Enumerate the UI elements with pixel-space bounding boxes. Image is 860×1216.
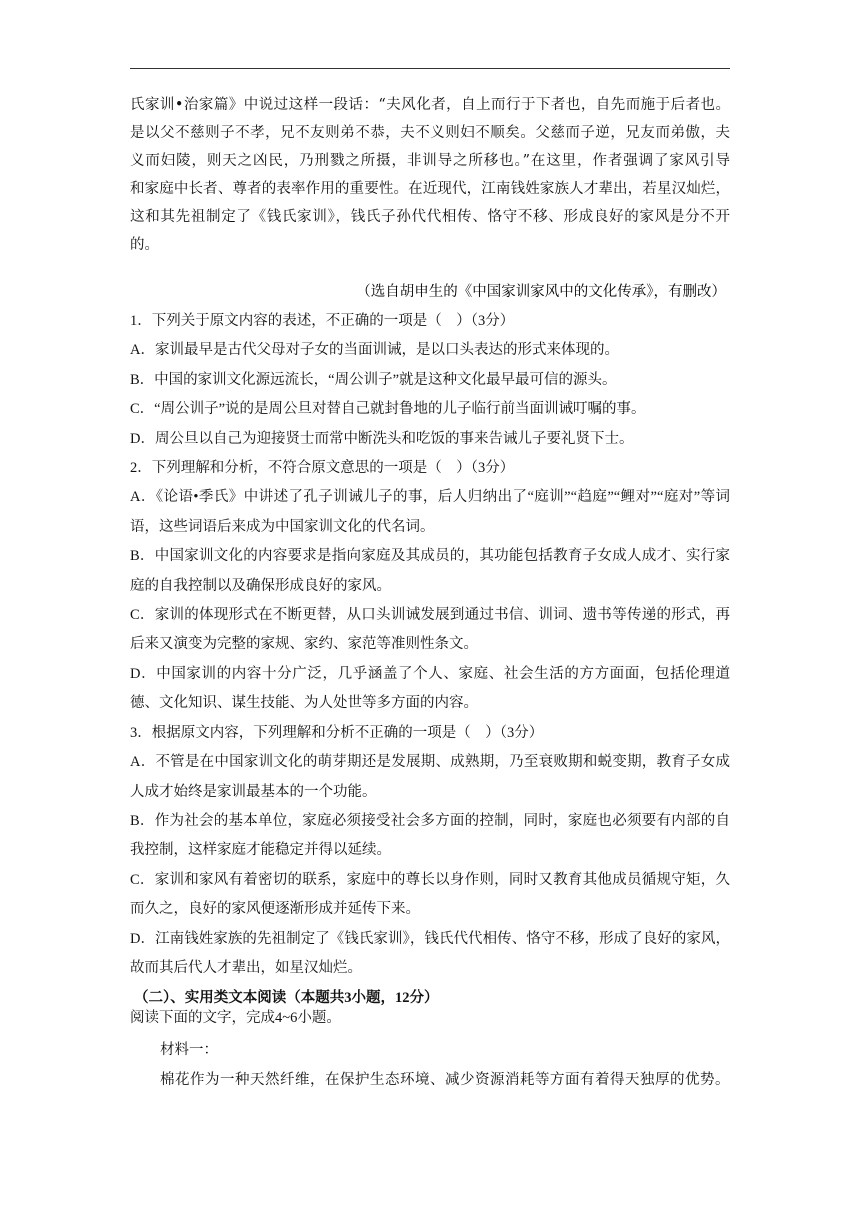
- header-rule: [130, 68, 730, 69]
- question-3-option-b: B．作为社会的基本单位，家庭必须接受社会多方面的控制，同时，家庭也必须要有内部的自我控制，这样家庭才能稳定并得以延续。: [130, 812, 730, 859]
- question-1-option-a: A．家训最早是古代父母对子女的当面训诫，是以口头表达的形式来体现的。: [130, 342, 619, 359]
- passage-line: 是以父不慈则子不孝，兄不友则弟不恭，夫不义则妇不顺矣。父慈而子逆，兄友而弟傲，夫: [130, 125, 730, 141]
- question-1-option-d: D．周公旦以自己为迎接贤士而常中断洗头和吃饭的事来告诫儿子要礼贤下士。: [130, 430, 634, 447]
- question-3-option-d: D．江南钱姓家族的先祖制定了《钱氏家训》，钱氏代代相传、恪守不移，形成了良好的家风，故而其后代人才辈出，如星汉灿烂。: [130, 930, 730, 976]
- question-2-option-a: A．《论语•季氏》中讲述了孔子训诫儿子的事，后人归纳出了“庭训”“趋庭”“鲤对”“庭对”等词语，这些词语后来成为中国家训文化的代名词。: [130, 489, 730, 535]
- passage-line: 氏家训•治家篇》中说过这样一段话：“夫风化者，自上而行于下者也，自先而施于后者也。: [130, 97, 730, 113]
- section-instruction: 阅读下面的文字，完成4~6小题。: [130, 1010, 341, 1026]
- section-heading: （二）、实用类文本阅读（本题共3小题，12分）: [134, 990, 439, 1006]
- question-3-stem: 3．根据原文内容，下列理解和分析不正确的一项是（ ）（3分）: [130, 724, 544, 741]
- question-2-stem: 2．下列理解和分析，不符合原文意思的一项是（ ）（3分）: [130, 460, 515, 477]
- material-text: 棉花作为一种天然纤维，在保护生态环境、减少资源消耗等方面有着得天独厚的优势。: [160, 1072, 730, 1088]
- question-2-option-c: C．家训的体现形式在不断更替，从口头训诫发展到通过书信、训词、遗书等传递的形式，再后来又演变为完整的家规、家约、家范等准则性条文。: [130, 607, 730, 653]
- question-3-option-c: C．家训和家风有着密切的联系，家庭中的尊长以身作则，同时又教育其他成员循规守矩，久而久之，良好的家风便逐渐形成并延传下来。: [130, 871, 730, 918]
- question-1-stem: 1．下列关于原文内容的表述，不正确的一项是（ ）（3分）: [130, 313, 515, 329]
- question-2-option-b: B．中国家训文化的内容要求是指向家庭及其成员的，其功能包括教育子女成人成才、实行家庭的自我控制以及确保形成良好的家风。: [130, 548, 730, 594]
- questions-block: [130, 307, 730, 983]
- question-1-option-c: C．“周公训子”说的是周公旦对替自己就封鲁地的儿子临行前当面训诫叮嘱的事。: [130, 401, 646, 418]
- question-2-option-d: D．中国家训的内容十分广泛，几乎涵盖了个人、家庭、社会生活的方方面面，包括伦理道德、文化知识、谋生技能、为人处世等多方面的内容。: [130, 665, 730, 712]
- passage-line: 义而妇陵，则天之凶民，乃刑戮之所摄，非训导之所移也。”在这里，作者强调了家风引导: [130, 153, 730, 169]
- question-1-option-b: B．中国的家训文化源远流长，“周公训子”就是这种文化最早最可信的源头。: [130, 371, 617, 388]
- passage-line: 的。: [130, 237, 159, 253]
- passage-source: （选自胡申生的《中国家训家风中的文化传承》，有删改）: [356, 284, 726, 300]
- question-3-option-a: A．不管是在中国家训文化的萌芽期还是发展期、成熟期，乃至衰败期和蜕变期，教育子女成人成才始终是家训最基本的一个功能。: [130, 754, 730, 800]
- passage-paragraph: [130, 91, 730, 259]
- material-label: 材料一：: [160, 1042, 218, 1058]
- passage-line: 和家庭中长者、尊者的表率作用的重要性。在近现代，江南钱姓家族人才辈出，若星汉灿烂，: [130, 181, 730, 197]
- passage-line: 这和其先祖制定了《钱氏家训》，钱氏子孙代代相传、恪守不移、形成良好的家风是分不开: [130, 209, 730, 225]
